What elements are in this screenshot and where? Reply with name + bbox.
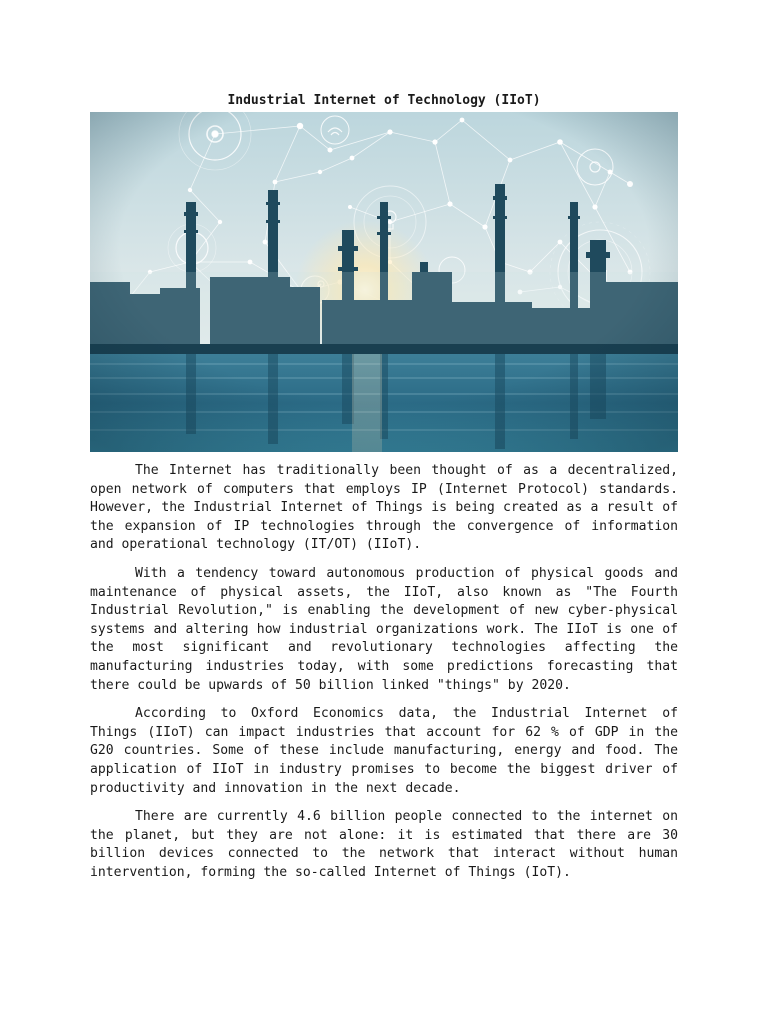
paragraph-4: There are currently 4.6 billion people connected to the internet on the planet, but they are not alone: it is estimated that there are 30 billion devices connected to the network that interact without human intervention, forming the so-called Internet of Things (IoT).: [90, 809, 678, 880]
hero-image: [90, 112, 678, 452]
document-body: [90, 462, 678, 892]
paragraph-2: With a tendency toward autonomous production of physical goods and maintenance of physical assets, the IIoT, also known as "The Fourth Industrial Revolution," is enabling the development of new cyber-physical systems and altering how industrial organizations work. The IIoT is one of the most significant and revolutionary technologies affecting the manufacturing industries today, with some predictions forecasting that there could be upwards of 50 billion linked "things" by 2020.: [90, 565, 678, 693]
paragraph-3: According to Oxford Economics data, the Industrial Internet of Things (IIoT) can impact industries that account for 62 % of GDP in the G20 countries. Some of these include manufacturing, energy and food. The application of IIoT in industry promises to become the biggest driver of productivity and innovation in the next decade.: [90, 706, 678, 796]
document-title: Industrial Internet of Technology (IIoT): [227, 93, 541, 108]
paragraph-1: The Internet has traditionally been thought of as a decentralized, open network of computers that employs IP (Internet Protocol) standards. However, the Industrial Internet of Things is being created as a result of the expansion of IP technologies through the convergence of information and operational technology (IT/OT) (IIoT).: [90, 463, 678, 553]
